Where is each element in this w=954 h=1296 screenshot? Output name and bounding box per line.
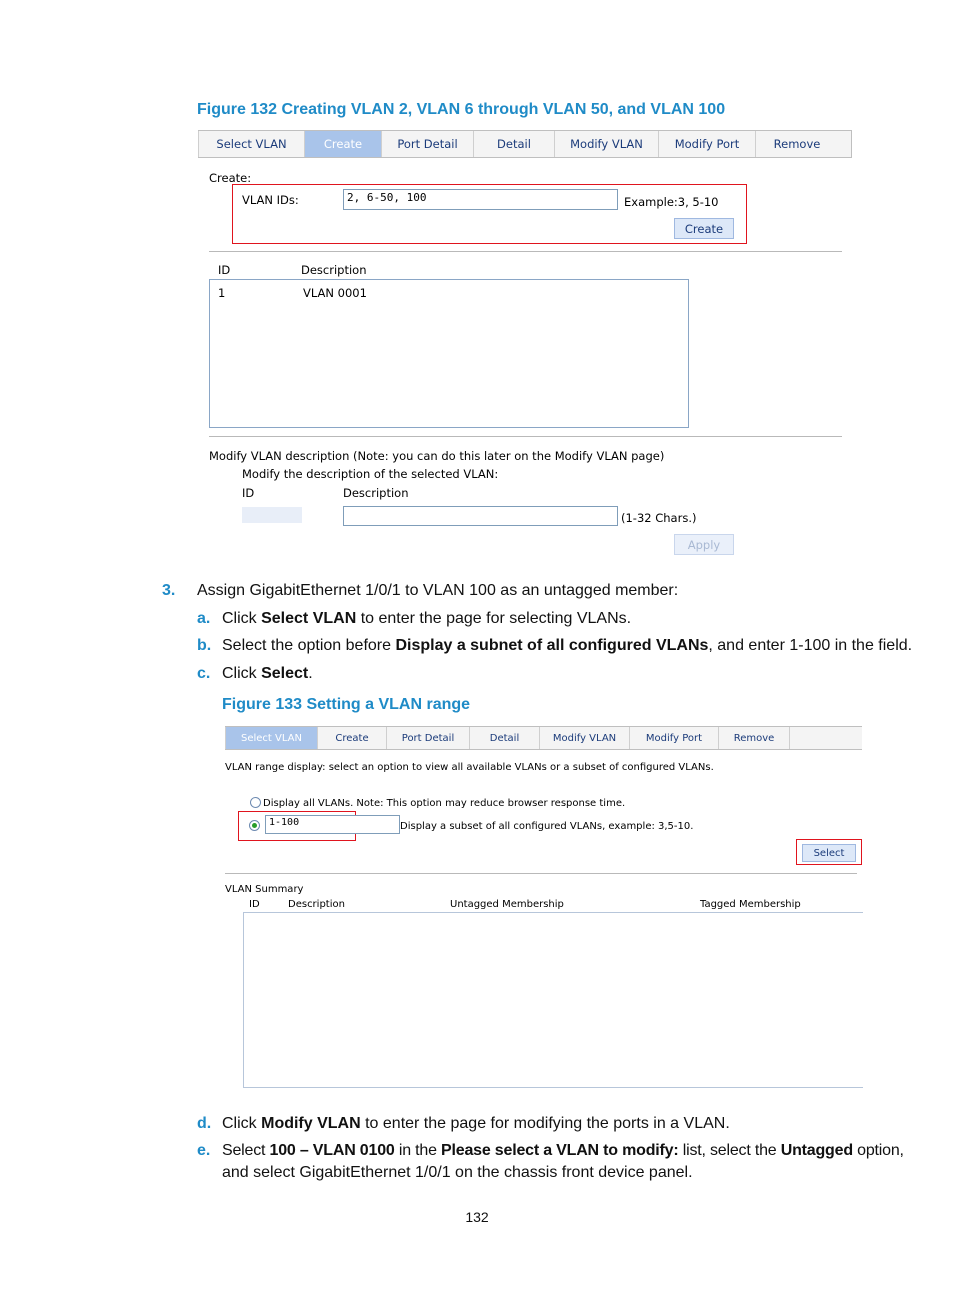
step-3-text: Assign GigabitEthernet 1/0/1 to VLAN 100 as an untagged member: [197, 582, 679, 599]
tab-create[interactable]: Create [304, 131, 381, 157]
tab-modify-vlan[interactable]: Modify VLAN [554, 131, 658, 157]
vlan-listbox[interactable] [209, 279, 689, 428]
list-row-description: VLAN 0001 [303, 286, 367, 300]
summary-header-tagged: Tagged Membership [700, 899, 801, 910]
figure-133-caption: Figure 133 Setting a VLAN range [222, 696, 471, 713]
divider [225, 873, 857, 874]
divider [209, 436, 842, 437]
vlan-ids-example: Example:3, 5-10 [624, 195, 719, 209]
radio-display-all[interactable] [250, 797, 261, 808]
modify-description-input[interactable] [343, 506, 618, 526]
tab-modify-port[interactable]: Modify Port [658, 131, 755, 157]
step-e-marker: e. [197, 1142, 211, 1159]
summary-header-untagged: Untagged Membership [450, 899, 564, 910]
tab-select-vlan[interactable]: Select VLAN [225, 727, 317, 749]
divider [209, 251, 842, 252]
apply-button[interactable]: Apply [674, 534, 734, 555]
vlan-range-input[interactable]: 1-100 [265, 815, 400, 834]
step-b-marker: b. [197, 637, 212, 654]
vlan-summary-title: VLAN Summary [225, 884, 304, 895]
step-c-text: Click Select. [222, 665, 313, 682]
tab-remove[interactable]: Remove [718, 727, 790, 749]
modify-id-field [242, 507, 302, 523]
option-display-subset-label: Display a subset of all configured VLANs, example: 3,5-10. [400, 821, 694, 832]
figure-132-caption: Figure 132 Creating VLAN 2, VLAN 6 through VLAN 50, and VLAN 100 [197, 101, 726, 118]
create-label: Create: [209, 171, 252, 185]
create-button[interactable]: Create [674, 218, 734, 239]
step-e-text: Select 100 – VLAN 0100 in the Please select a VLAN to modify: list, select the Untagged option, [222, 1142, 904, 1159]
step-a-text: Click Select VLAN to enter the page for selecting VLANs. [222, 610, 632, 627]
modify-description-label: Description [343, 486, 409, 500]
radio-display-subset[interactable] [249, 820, 260, 831]
tab-bar-fig132 [198, 130, 852, 158]
step-e-text-line2: and select GigabitEthernet 1/0/1 on the chassis front device panel. [222, 1164, 693, 1181]
tab-detail[interactable]: Detail [473, 131, 554, 157]
select-button[interactable]: Select [802, 844, 856, 862]
tab-modify-vlan[interactable]: Modify VLAN [539, 727, 629, 749]
modify-vlan-title: Modify VLAN description (Note: you can do this later on the Modify VLAN page) [209, 449, 665, 463]
step-b-text: Select the option before Display a subnet of all configured VLANs, and enter 1-100 in the field. [222, 637, 913, 654]
vlan-range-display-text: VLAN range display: select an option to view all available VLANs or a subset of configured VLANs. [225, 762, 714, 773]
tab-bar-fig133 [225, 726, 862, 750]
step-d-text: Click Modify VLAN to enter the page for modifying the ports in a VLAN. [222, 1115, 730, 1132]
vlan-ids-input[interactable]: 2, 6-50, 100 [343, 189, 618, 210]
tab-remove[interactable]: Remove [755, 131, 838, 157]
tab-create[interactable]: Create [317, 727, 386, 749]
list-header-id: ID [218, 263, 231, 277]
option-display-all-label: Display all VLANs. Note: This option may reduce browser response time. [263, 798, 626, 809]
list-header-description: Description [301, 263, 367, 277]
step-c-marker: c. [197, 665, 211, 682]
step-d-marker: d. [197, 1115, 212, 1132]
list-row-id: 1 [218, 286, 226, 300]
tab-port-detail[interactable]: Port Detail [386, 727, 469, 749]
vlan-summary-table[interactable] [243, 912, 863, 1088]
step-a-marker: a. [197, 610, 211, 627]
tab-select-vlan[interactable]: Select VLAN [198, 131, 304, 157]
tab-port-detail[interactable]: Port Detail [381, 131, 473, 157]
modify-vlan-subtitle: Modify the description of the selected VLAN: [242, 467, 499, 481]
tab-detail[interactable]: Detail [469, 727, 539, 749]
vlan-ids-label: VLAN IDs: [242, 193, 299, 207]
chars-hint: (1-32 Chars.) [621, 511, 697, 525]
modify-id-label: ID [242, 486, 255, 500]
summary-header-id: ID [249, 899, 260, 910]
page-number: 132 [465, 1209, 489, 1225]
step-3-number: 3. [162, 582, 176, 599]
tab-modify-port[interactable]: Modify Port [629, 727, 718, 749]
summary-header-description: Description [288, 899, 345, 910]
